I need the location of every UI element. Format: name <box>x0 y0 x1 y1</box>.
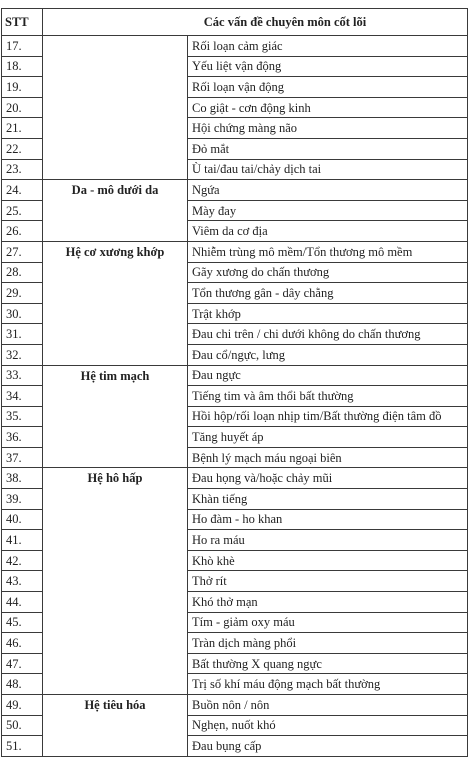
row-number: 46. <box>2 633 43 654</box>
issue-name: Đau họng và/hoặc chảy mũi <box>188 468 468 489</box>
issue-name: Buồn nôn / nôn <box>188 695 468 716</box>
row-number: 34. <box>2 386 43 407</box>
group-name: Hệ tiêu hóa <box>43 695 188 757</box>
row-number: 41. <box>2 530 43 551</box>
issue-name: Khò khè <box>188 550 468 571</box>
issue-name: Yếu liệt vận động <box>188 56 468 77</box>
table-row <box>2 180 468 201</box>
header-stt: STT <box>2 9 43 36</box>
issue-name: Co giật - cơn động kinh <box>188 97 468 118</box>
row-number: 30. <box>2 303 43 324</box>
issue-name: Khó thở mạn <box>188 592 468 613</box>
issue-name: Hồi hộp/rối loạn nhịp tim/Bất thường điện tâm đồ <box>188 406 468 427</box>
table-row <box>2 241 468 262</box>
row-number: 28. <box>2 262 43 283</box>
row-number: 51. <box>2 736 43 757</box>
header-core-issues: Các vấn đề chuyên môn cốt lõi <box>43 9 468 36</box>
group-name: Hệ hô hấp <box>43 468 188 695</box>
issue-name: Thở rít <box>188 571 468 592</box>
issue-name: Rối loạn vận động <box>188 77 468 98</box>
row-number: 25. <box>2 200 43 221</box>
row-number: 31. <box>2 324 43 345</box>
issue-name: Tím - giảm oxy máu <box>188 612 468 633</box>
issue-name: Bệnh lý mạch máu ngoại biên <box>188 447 468 468</box>
row-number: 38. <box>2 468 43 489</box>
group-name <box>43 36 188 180</box>
row-number: 42. <box>2 550 43 571</box>
group-name: Hệ cơ xương khớp <box>43 241 188 365</box>
issue-name: Ngứa <box>188 180 468 201</box>
row-number: 44. <box>2 592 43 613</box>
row-number: 18. <box>2 56 43 77</box>
row-number: 47. <box>2 653 43 674</box>
row-number: 48. <box>2 674 43 695</box>
issue-name: Ho ra máu <box>188 530 468 551</box>
issue-name: Tăng huyết áp <box>188 427 468 448</box>
issue-name: Đau cổ/ngực, lưng <box>188 344 468 365</box>
row-number: 45. <box>2 612 43 633</box>
row-number: 49. <box>2 695 43 716</box>
issue-name: Rối loạn cảm giác <box>188 36 468 57</box>
group-name: Hệ tim mạch <box>43 365 188 468</box>
issue-name: Ho đàm - ho khan <box>188 509 468 530</box>
issue-name: Trị số khí máu động mạch bất thường <box>188 674 468 695</box>
row-number: 20. <box>2 97 43 118</box>
row-number: 39. <box>2 489 43 510</box>
issue-name: Đau bụng cấp <box>188 736 468 757</box>
row-number: 19. <box>2 77 43 98</box>
issue-name: Khàn tiếng <box>188 489 468 510</box>
issue-name: Tổn thương gân - dây chằng <box>188 283 468 304</box>
row-number: 40. <box>2 509 43 530</box>
issue-name: Trật khớp <box>188 303 468 324</box>
table-row <box>2 36 468 57</box>
row-number: 24. <box>2 180 43 201</box>
row-number: 43. <box>2 571 43 592</box>
row-number: 17. <box>2 36 43 57</box>
row-number: 29. <box>2 283 43 304</box>
table-body <box>2 36 468 757</box>
issue-name: Nhiễm trùng mô mềm/Tổn thương mô mềm <box>188 241 468 262</box>
issue-name: Bất thường X quang ngực <box>188 653 468 674</box>
table-row <box>2 468 468 489</box>
issue-name: Viêm da cơ địa <box>188 221 468 242</box>
table-row <box>2 365 468 386</box>
row-number: 36. <box>2 427 43 448</box>
table-row <box>2 695 468 716</box>
row-number: 23. <box>2 159 43 180</box>
row-number: 32. <box>2 344 43 365</box>
row-number: 35. <box>2 406 43 427</box>
issue-name: Tiếng tim và âm thổi bất thường <box>188 386 468 407</box>
core-issues-table <box>1 8 468 757</box>
issue-name: Đau chi trên / chi dưới không do chấn thương <box>188 324 468 345</box>
issue-name: Gãy xương do chấn thương <box>188 262 468 283</box>
group-name: Da - mô dưới da <box>43 180 188 242</box>
issue-name: Ù tai/đau tai/chảy dịch tai <box>188 159 468 180</box>
issue-name: Đỏ mắt <box>188 138 468 159</box>
row-number: 27. <box>2 241 43 262</box>
row-number: 37. <box>2 447 43 468</box>
row-number: 26. <box>2 221 43 242</box>
row-number: 22. <box>2 138 43 159</box>
table-header-row <box>2 9 468 36</box>
row-number: 21. <box>2 118 43 139</box>
row-number: 50. <box>2 715 43 736</box>
row-number: 33. <box>2 365 43 386</box>
issue-name: Tràn dịch màng phổi <box>188 633 468 654</box>
issue-name: Mày đay <box>188 200 468 221</box>
issue-name: Hội chứng màng não <box>188 118 468 139</box>
issue-name: Đau ngực <box>188 365 468 386</box>
issue-name: Nghẹn, nuốt khó <box>188 715 468 736</box>
